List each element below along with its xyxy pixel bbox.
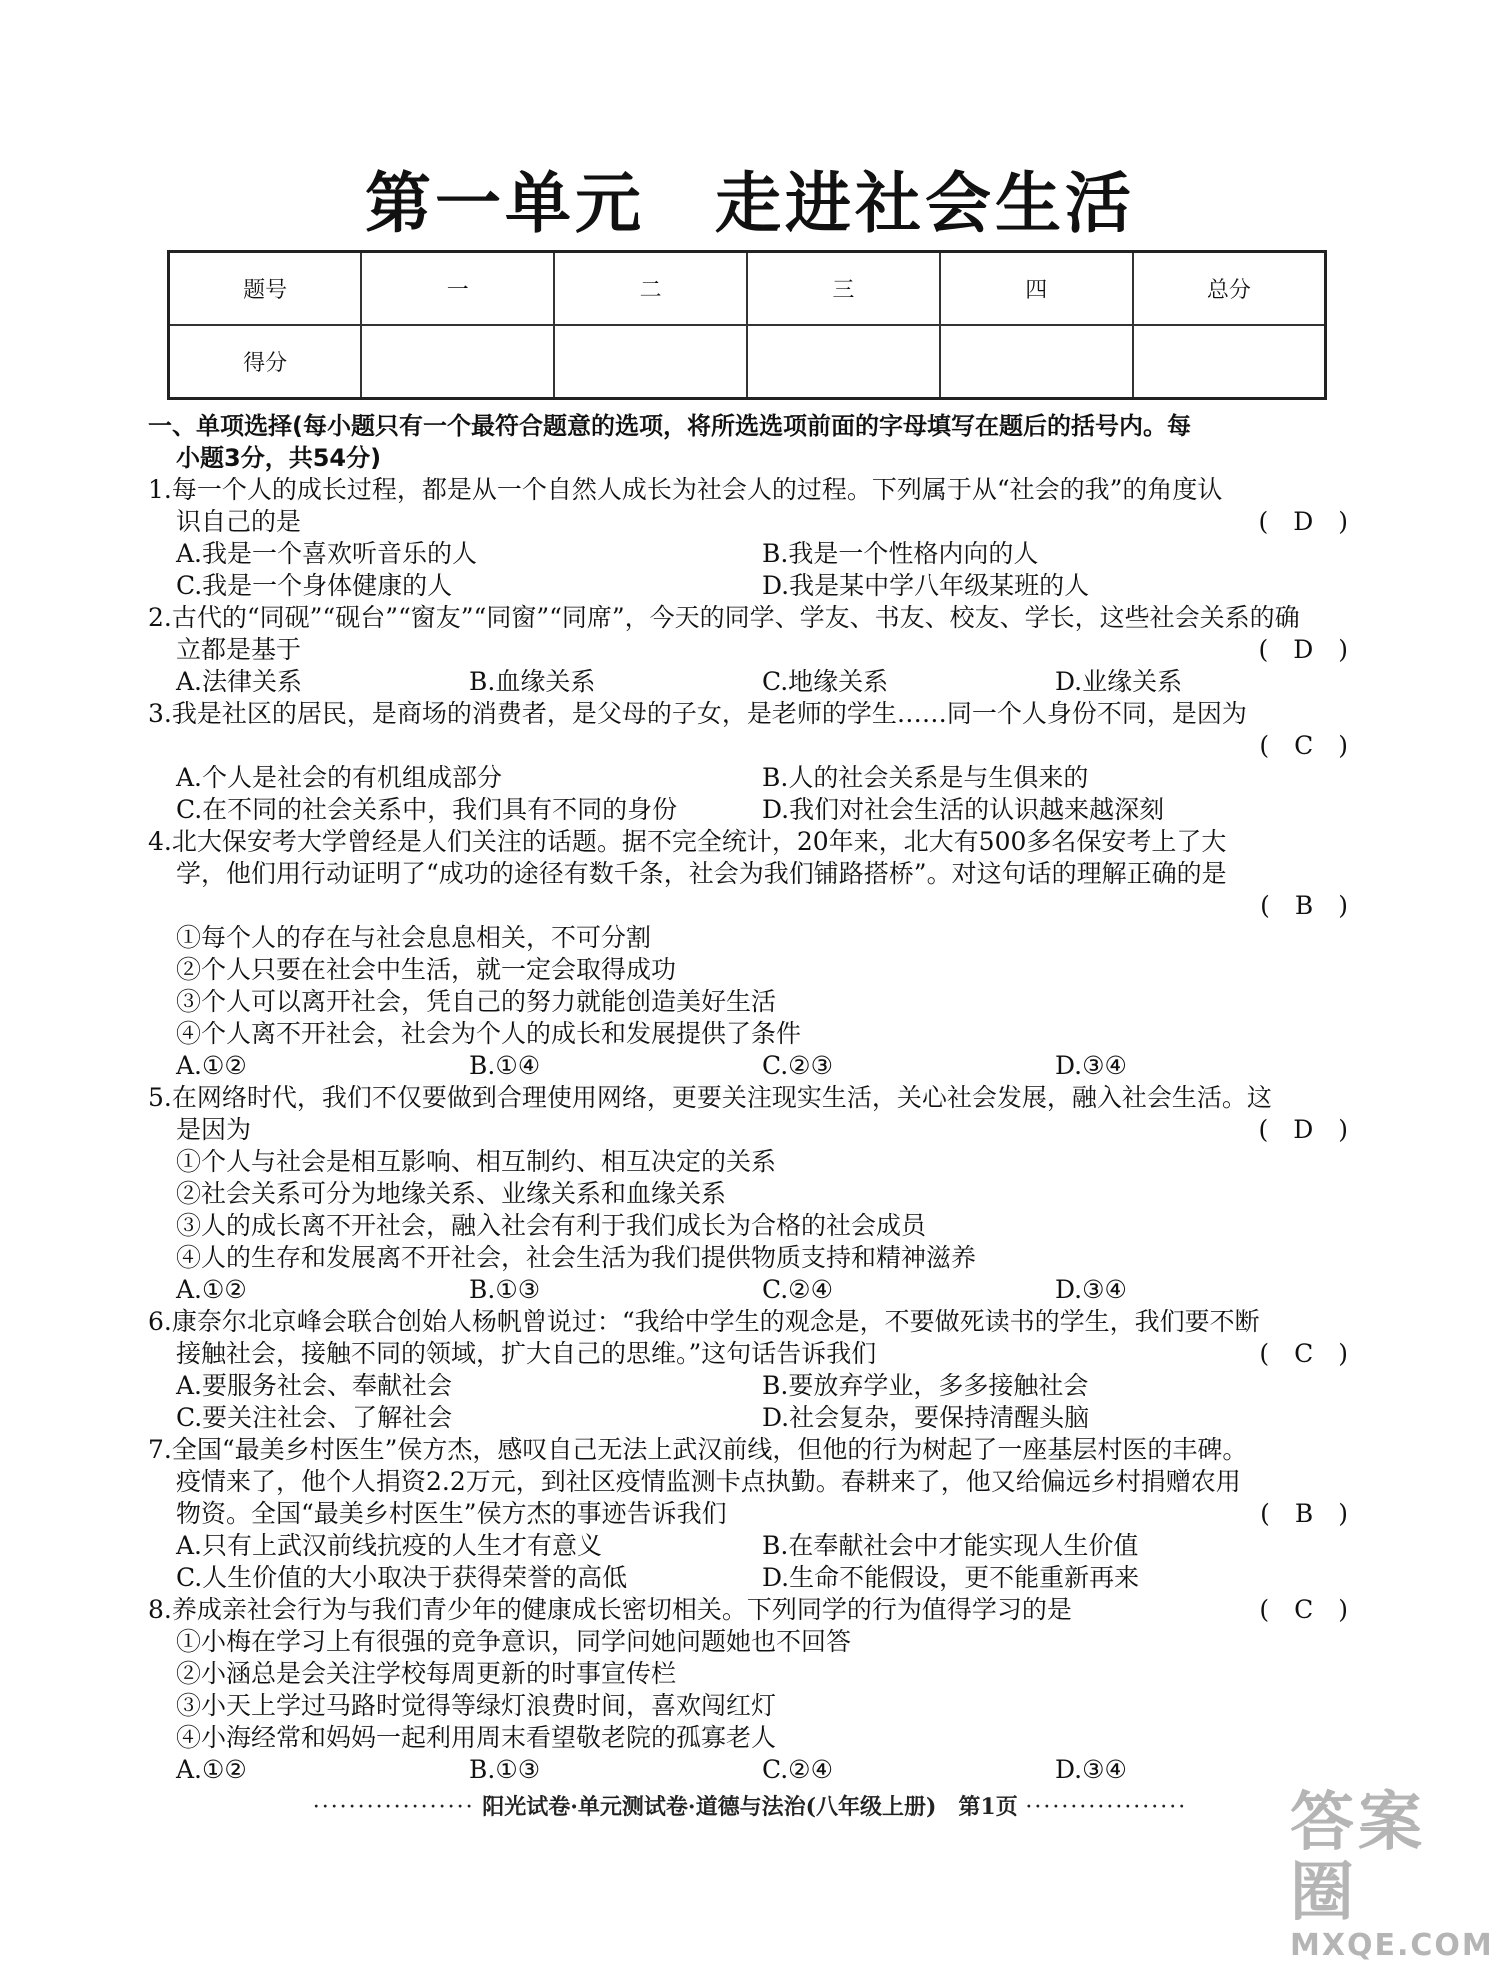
option-a[interactable]: A.①② bbox=[176, 1051, 247, 1080]
page-footer bbox=[200, 1790, 1300, 1821]
question-stem-line bbox=[148, 1082, 1348, 1114]
watermark-bottom: MXQE.COM bbox=[1290, 1928, 1494, 1963]
option-d[interactable]: D.业缘关系 bbox=[1055, 667, 1183, 696]
question-stem-text: 8.养成亲社会行为与我们青少年的健康成长密切相关。下列同学的行为值得学习的是 bbox=[148, 1595, 1072, 1624]
question-3 bbox=[148, 698, 1348, 826]
score-cell: 二 bbox=[554, 252, 747, 326]
option-d[interactable]: D.社会复杂，要保持清醒头脑 bbox=[762, 1403, 1090, 1432]
question-stem-text: 1.每一个人的成长过程，都是从一个自然人成长为社会人的过程。下列属于从“社会的我”的角度认 bbox=[148, 475, 1223, 504]
option-a[interactable]: A.要服务社会、奉献社会 bbox=[176, 1371, 453, 1400]
options-row bbox=[148, 1370, 1348, 1402]
question-stem-line bbox=[148, 1434, 1348, 1466]
question-stem-line bbox=[148, 1498, 1348, 1530]
answer-bracket: ( B ) bbox=[1260, 1499, 1348, 1528]
score-table-header-row bbox=[169, 252, 1326, 326]
statement-item: ③个人可以离开社会，凭自己的努力就能创造美好生活 bbox=[176, 987, 777, 1016]
statement-item: ②个人只要在社会中生活，就一定会取得成功 bbox=[176, 955, 677, 984]
statement-item: ①个人与社会是相互影响、相互制约、相互决定的关系 bbox=[176, 1147, 777, 1176]
question-list bbox=[148, 474, 1348, 1786]
options-row bbox=[148, 1530, 1348, 1562]
statement-item: ③人的成长离不开社会，融入社会有利于我们成长为合格的社会成员 bbox=[176, 1211, 927, 1240]
statement-item: ①小梅在学习上有很强的竞争意识，同学问她问题她也不回答 bbox=[176, 1627, 852, 1656]
score-input-cell[interactable] bbox=[361, 325, 554, 399]
question-2 bbox=[148, 602, 1348, 698]
statement-item: ④个人离不开社会，社会为个人的成长和发展提供了条件 bbox=[176, 1019, 802, 1048]
option-a[interactable]: A.①② bbox=[176, 1275, 247, 1304]
option-a[interactable]: A.个人是社会的有机组成部分 bbox=[176, 763, 503, 792]
score-table-score-row bbox=[169, 325, 1326, 399]
answer-bracket: ( C ) bbox=[1259, 1339, 1348, 1368]
question-stem-line bbox=[148, 1594, 1348, 1626]
footer-dots: ·················· bbox=[312, 1795, 475, 1820]
question-stem-text: 接触社会，接触不同的领域，扩大自己的思维。”这句话告诉我们 bbox=[176, 1339, 877, 1368]
question-stem-line bbox=[148, 634, 1348, 666]
option-b[interactable]: B.人的社会关系是与生俱来的 bbox=[762, 763, 1089, 792]
option-a[interactable]: A.只有上武汉前线抗疫的人生才有意义 bbox=[176, 1531, 603, 1560]
options-row bbox=[148, 1562, 1348, 1594]
question-stem-text: 识自己的是 bbox=[176, 507, 302, 536]
option-c[interactable]: C.我是一个身体健康的人 bbox=[176, 571, 453, 600]
question-stem-text: 2.古代的“同砚”“砚台”“窗友”“同窗”“同席”，今天的同学、学友、书友、校友、学长，这些社会关系的确 bbox=[148, 603, 1300, 632]
option-b[interactable]: B.①③ bbox=[469, 1275, 541, 1304]
question-1 bbox=[148, 474, 1348, 602]
option-b[interactable]: B.①③ bbox=[469, 1755, 541, 1784]
answer-bracket: ( B ) bbox=[1260, 891, 1348, 920]
option-d[interactable]: D.③④ bbox=[1055, 1275, 1127, 1304]
question-4 bbox=[148, 826, 1348, 1082]
question-5 bbox=[148, 1082, 1348, 1306]
question-stem-line bbox=[148, 730, 1348, 762]
option-b[interactable]: B.要放弃学业，多多接触社会 bbox=[762, 1371, 1089, 1400]
option-a[interactable]: A.我是一个喜欢听音乐的人 bbox=[176, 539, 478, 568]
statement-item: ④小海经常和妈妈一起利用周末看望敬老院的孤寡老人 bbox=[176, 1723, 777, 1752]
question-stem-text: 3.我是社区的居民，是商场的消费者，是父母的子女，是老师的学生……同一个人身份不同，是因为 bbox=[148, 699, 1247, 728]
option-a[interactable]: A.①② bbox=[176, 1755, 247, 1784]
score-cell: 得分 bbox=[169, 325, 362, 399]
question-stem-text: 是因为 bbox=[176, 1115, 252, 1144]
question-stem-text: 7.全国“最美乡村医生”侯方杰，感叹自己无法上武汉前线，但他的行为树起了一座基层村医的丰碑。 bbox=[148, 1435, 1248, 1464]
question-stem-text: 4.北大保安考大学曾经是人们关注的话题。据不完全统计，20年来，北大有500多名保安考上了大 bbox=[148, 827, 1227, 856]
question-stem-line bbox=[148, 1466, 1348, 1498]
option-c[interactable]: C.人生价值的大小取决于获得荣誉的高低 bbox=[176, 1563, 628, 1592]
question-6 bbox=[148, 1306, 1348, 1434]
question-stem-line bbox=[148, 698, 1348, 730]
options-row bbox=[148, 538, 1348, 570]
question-stem-text: 5.在网络时代，我们不仅要做到合理使用网络，更要关注现实生活，关心社会发展，融入社会生活。这 bbox=[148, 1083, 1272, 1112]
question-7 bbox=[148, 1434, 1348, 1594]
score-input-cell[interactable] bbox=[554, 325, 747, 399]
statement-item: ④人的生存和发展离不开社会，社会生活为我们提供物质支持和精神滋养 bbox=[176, 1243, 977, 1272]
options-row bbox=[148, 1050, 1348, 1082]
options-row bbox=[148, 1274, 1348, 1306]
answer-bracket: ( C ) bbox=[1259, 731, 1348, 760]
question-stem-text: 物资。全国“最美乡村医生”侯方杰的事迹告诉我们 bbox=[176, 1499, 727, 1528]
watermark-logo bbox=[1290, 1786, 1494, 1963]
question-stem-line bbox=[148, 1114, 1348, 1146]
question-stem-line bbox=[148, 506, 1348, 538]
section-heading-cont: 小题3分，共54分) bbox=[176, 444, 382, 472]
question-stem-text: 疫情来了，他个人捐资2.2万元，到社区疫情监测卡点执勤。春耕来了，他又给偏远乡村捐赠农用 bbox=[176, 1467, 1241, 1496]
statement-item: ③小天上学过马路时觉得等绿灯浪费时间，喜欢闯红灯 bbox=[176, 1691, 777, 1720]
question-stem-line bbox=[148, 1306, 1348, 1338]
score-cell: 三 bbox=[747, 252, 940, 326]
option-c[interactable]: C.在不同的社会关系中，我们具有不同的身份 bbox=[176, 795, 678, 824]
options-row bbox=[148, 1402, 1348, 1434]
options-row bbox=[148, 794, 1348, 826]
option-d[interactable]: D.③④ bbox=[1055, 1755, 1127, 1784]
statement-item: ②社会关系可分为地缘关系、业缘关系和血缘关系 bbox=[176, 1179, 727, 1208]
question-stem-text: 立都是基于 bbox=[176, 635, 302, 664]
answer-bracket: ( D ) bbox=[1258, 507, 1348, 536]
score-input-cell[interactable] bbox=[1133, 325, 1326, 399]
question-8 bbox=[148, 1594, 1348, 1786]
answer-bracket: ( D ) bbox=[1258, 1115, 1348, 1144]
question-stem-line bbox=[148, 858, 1348, 890]
score-cell: 总分 bbox=[1133, 252, 1326, 326]
options-row bbox=[148, 1754, 1348, 1786]
option-c[interactable]: C.地缘关系 bbox=[762, 667, 889, 696]
option-d[interactable]: D.③④ bbox=[1055, 1051, 1127, 1080]
score-cell: 题号 bbox=[169, 252, 362, 326]
question-stem-text: 学，他们用行动证明了“成功的途径有数千条，社会为我们铺路搭桥”。对这句话的理解正确的是 bbox=[176, 859, 1227, 888]
watermark-top: 答案圈 bbox=[1290, 1786, 1426, 1930]
statement-item: ①每个人的存在与社会息息相关，不可分割 bbox=[176, 923, 652, 952]
page-title: 第一单元 走进社会生活 bbox=[365, 165, 1135, 242]
option-b[interactable]: B.①④ bbox=[469, 1051, 541, 1080]
options-row bbox=[148, 666, 1348, 698]
option-c[interactable]: C.②④ bbox=[762, 1275, 834, 1304]
question-stem-text: 6.康奈尔北京峰会联合创始人杨帆曾说过：“我给中学生的观念是，不要做死读书的学生，我们要不断 bbox=[148, 1307, 1260, 1336]
options-row bbox=[148, 570, 1348, 602]
option-c[interactable]: C.②③ bbox=[762, 1051, 834, 1080]
answer-bracket: ( D ) bbox=[1258, 635, 1348, 664]
option-b[interactable]: B.在奉献社会中才能实现人生价值 bbox=[762, 1531, 1139, 1560]
score-table bbox=[167, 250, 1327, 400]
question-stem-line bbox=[148, 602, 1348, 634]
question-stem-line bbox=[148, 826, 1348, 858]
question-stem-line bbox=[148, 890, 1348, 922]
score-input-cell[interactable] bbox=[747, 325, 940, 399]
answer-bracket: ( C ) bbox=[1259, 1595, 1348, 1624]
option-b[interactable]: B.血缘关系 bbox=[469, 667, 596, 696]
option-c[interactable]: C.要关注社会、了解社会 bbox=[176, 1403, 453, 1432]
section-heading: 一、单项选择(每小题只有一个最符合题意的选项，将所选选项前面的字母填写在题后的括号内。每 bbox=[148, 412, 1191, 440]
statement-item: ②小涵总是会关注学校每周更新的时事宣传栏 bbox=[176, 1659, 677, 1688]
footer-dots: ·················· bbox=[1025, 1795, 1188, 1820]
option-d[interactable]: D.我们对社会生活的认识越来越深刻 bbox=[762, 795, 1165, 824]
score-input-cell[interactable] bbox=[940, 325, 1133, 399]
score-cell: 一 bbox=[361, 252, 554, 326]
option-b[interactable]: B.我是一个性格内向的人 bbox=[762, 539, 1039, 568]
option-d[interactable]: D.生命不能假设，更不能重新再来 bbox=[762, 1563, 1140, 1592]
footer-text: 阳光试卷·单元测试卷·道德与法治(八年级上册) 第1页 bbox=[482, 1794, 1018, 1820]
question-stem-line bbox=[148, 474, 1348, 506]
score-cell: 四 bbox=[940, 252, 1133, 326]
question-stem-line bbox=[148, 1338, 1348, 1370]
option-d[interactable]: D.我是某中学八年级某班的人 bbox=[762, 571, 1090, 600]
option-c[interactable]: C.②④ bbox=[762, 1755, 834, 1784]
options-row bbox=[148, 762, 1348, 794]
questions-area bbox=[148, 410, 1348, 1786]
option-a[interactable]: A.法律关系 bbox=[176, 667, 303, 696]
